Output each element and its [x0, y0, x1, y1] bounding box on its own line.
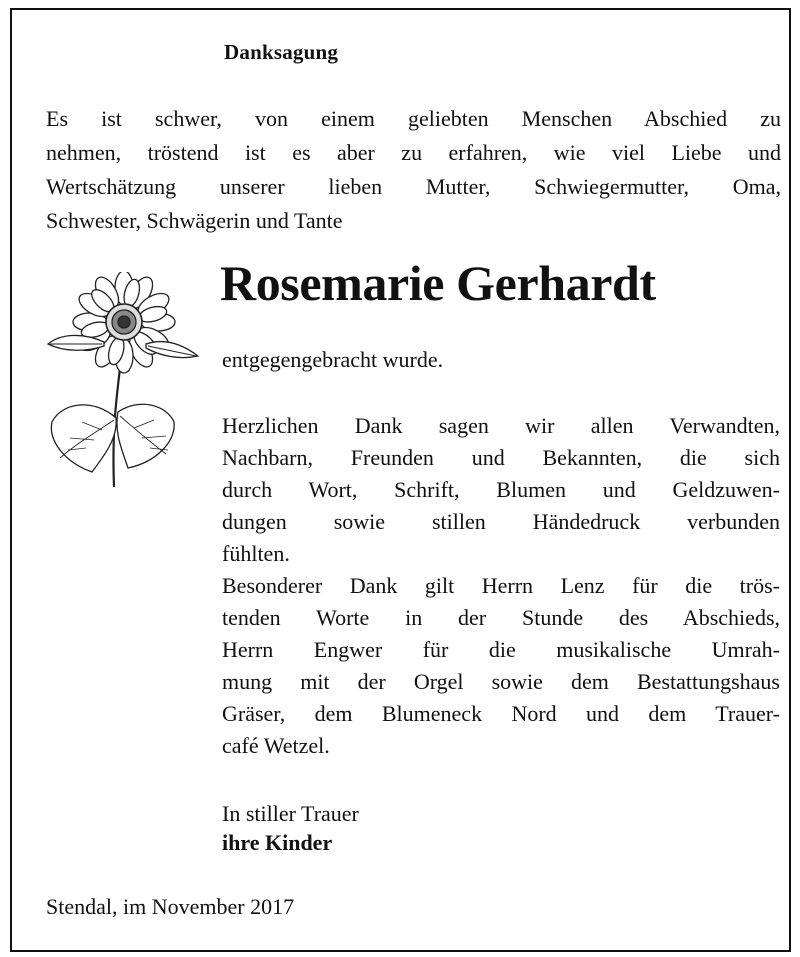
- thanks-line: durch Wort, Schrift, Blumen und Geldzuwen-: [222, 477, 780, 502]
- intro-line: Wertschätzung unserer lieben Mutter, Schwiegermutter, Oma,: [46, 174, 781, 199]
- thanks-line: Gräser, dem Blumeneck Nord und dem Trauer-: [222, 701, 780, 726]
- thanks-line: tenden Worte in der Stunde des Abschieds,: [222, 605, 780, 630]
- thanks-line: fühlten.: [222, 541, 290, 566]
- thanks-paragraph: [222, 410, 780, 762]
- thanks-line: Besonderer Dank gilt Herrn Lenz für die trös-: [222, 573, 780, 598]
- intro-conclusion: entgegengebracht wurde.: [222, 347, 444, 372]
- place-date: Stendal, im November 2017: [46, 894, 295, 919]
- notice-frame: [10, 8, 791, 952]
- intro-line: Es ist schwer, von einem geliebten Menschen Abschied zu: [46, 106, 781, 131]
- sunflower-icon: [42, 272, 212, 492]
- thanks-line: Nachbarn, Freunden und Bekannten, die sich: [222, 445, 780, 470]
- notice-heading: Danksagung: [224, 40, 339, 64]
- intro-line: Schwester, Schwägerin und Tante: [46, 208, 343, 233]
- thanks-line: mung mit der Orgel sowie dem Bestattungshaus: [222, 669, 780, 694]
- signatories: ihre Kinder: [222, 830, 333, 855]
- deceased-name: Rosemarie Gerhardt: [220, 255, 656, 311]
- closing-phrase: In stiller Trauer: [222, 801, 359, 826]
- thanks-line: Herzlichen Dank sagen wir allen Verwandten,: [222, 413, 780, 438]
- thanks-line: café Wetzel.: [222, 733, 330, 758]
- intro-line: nehmen, tröstend ist es aber zu erfahren, wie viel Liebe und: [46, 140, 781, 165]
- thanks-line: dungen sowie stillen Händedruck verbunden: [222, 509, 780, 534]
- intro-paragraph: [46, 102, 781, 238]
- thanks-line: Herrn Engwer für die musikalische Umrah-: [222, 637, 780, 662]
